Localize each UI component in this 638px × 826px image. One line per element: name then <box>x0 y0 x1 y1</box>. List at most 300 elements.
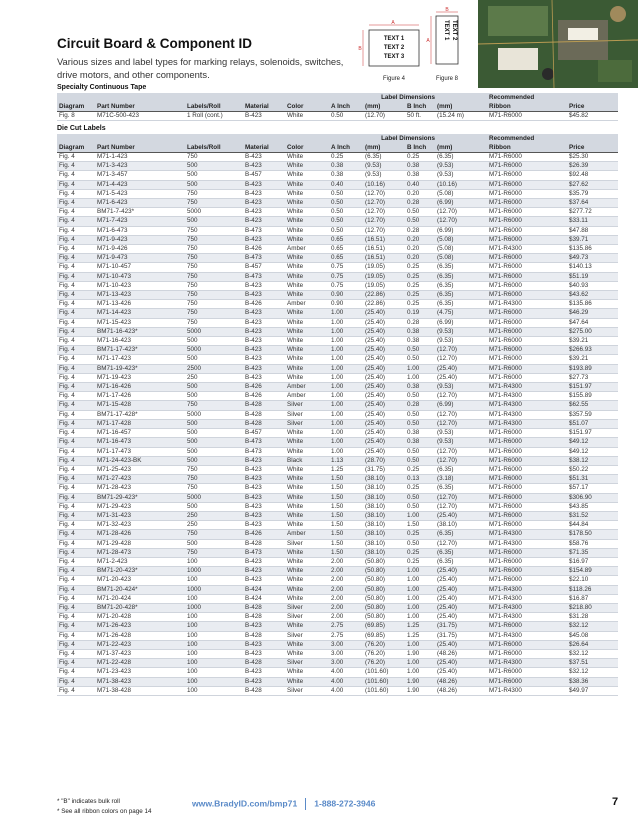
table-cell: 750 <box>185 300 243 309</box>
table-cell: $47.88 <box>567 226 618 235</box>
table-cell: $51.07 <box>567 419 618 428</box>
table-cell: M71-R6000 <box>487 438 567 447</box>
table-cell: $32.12 <box>567 649 618 658</box>
table-cell: 1.13 <box>329 456 363 465</box>
table-cell: 1.00 <box>405 511 435 520</box>
table-cell: 1.50 <box>329 548 363 557</box>
table-cell: (6.35) <box>363 153 405 162</box>
table-cell: M71-R6000 <box>487 327 567 336</box>
table-cell: Fig. 4 <box>57 263 95 272</box>
table-row <box>57 493 618 502</box>
table-cell: 1.50 <box>329 521 363 530</box>
table-row <box>57 217 618 226</box>
table-cell: M71-R4300 <box>487 686 567 695</box>
table-cell: M71-R6000 <box>487 291 567 300</box>
table-cell: White <box>285 511 329 520</box>
table-cell: $218.80 <box>567 603 618 612</box>
table-cell: M71-R4300 <box>487 530 567 539</box>
table-cell: 750 <box>185 291 243 300</box>
table-cell: (12.70) <box>435 502 487 511</box>
table-cell: 1.00 <box>329 447 363 456</box>
table-cell: (6.35) <box>435 263 487 272</box>
table-cell: $27.62 <box>567 180 618 189</box>
table-cell: 2.00 <box>329 557 363 566</box>
table-cell: 0.65 <box>329 235 363 244</box>
table-cell: (25.40) <box>435 364 487 373</box>
table-cell: (25.40) <box>363 383 405 392</box>
table-cell: B-423 <box>243 180 285 189</box>
table-cell: M71-20-428 <box>95 613 185 622</box>
table-cell: 0.38 <box>405 438 435 447</box>
table-cell: M71-R6000 <box>487 112 567 121</box>
table-cell: Fig. 4 <box>57 355 95 364</box>
table-cell: (10.16) <box>435 180 487 189</box>
table-cell: 0.38 <box>405 171 435 180</box>
table-cell: $266.93 <box>567 346 618 355</box>
table-cell: M71-R6000 <box>487 456 567 465</box>
table-cell: 750 <box>185 401 243 410</box>
table-cell: (38.10) <box>363 502 405 511</box>
table-cell: B-457 <box>243 263 285 272</box>
table-cell: (31.75) <box>363 465 405 474</box>
table-cell: (25.40) <box>363 429 405 438</box>
table-cell: (12.70) <box>363 112 405 121</box>
table-cell: (25.40) <box>435 585 487 594</box>
page-footer <box>192 798 375 810</box>
table-cell: $49.73 <box>567 254 618 263</box>
table-cell: 250 <box>185 373 243 382</box>
table-cell: White <box>285 346 329 355</box>
table-cell: (9.53) <box>435 162 487 171</box>
table-cell: M71-R6000 <box>487 548 567 557</box>
table-cell: White <box>285 521 329 530</box>
table-cell: 1.50 <box>329 484 363 493</box>
table-cell: $45.08 <box>567 631 618 640</box>
table-cell: (38.10) <box>435 521 487 530</box>
footnote-bulk-roll: * "B" indicates bulk roll <box>57 798 120 805</box>
table-cell: (6.35) <box>435 153 487 162</box>
table-row <box>57 309 618 318</box>
table-cell: (25.40) <box>363 419 405 428</box>
table-cell: Silver <box>285 603 329 612</box>
table-cell: B-428 <box>243 613 285 622</box>
table-cell: (6.35) <box>435 557 487 566</box>
table-cell: (28.70) <box>363 456 405 465</box>
table-cell: (50.80) <box>363 557 405 566</box>
column-header: Price <box>567 143 618 153</box>
table-cell: 1.00 <box>405 364 435 373</box>
table-cell: 750 <box>185 263 243 272</box>
table-cell: M71-13-423 <box>95 291 185 300</box>
table-row <box>57 567 618 576</box>
table-cell: $31.28 <box>567 613 618 622</box>
table-cell: M71-R4300 <box>487 603 567 612</box>
table-row <box>57 327 618 336</box>
table-cell: M71-29-423 <box>95 502 185 511</box>
table-cell: (25.40) <box>363 327 405 336</box>
table-cell: 0.19 <box>405 309 435 318</box>
table-cell: (25.40) <box>435 613 487 622</box>
table-cell: 0.25 <box>405 153 435 162</box>
table-cell: 0.50 <box>405 217 435 226</box>
table-cell: 4.00 <box>329 668 363 677</box>
table-cell: M71-28-473 <box>95 548 185 557</box>
table-cell: M71-16-426 <box>95 383 185 392</box>
table-cell: M71-17-426 <box>95 392 185 401</box>
table-row <box>57 112 618 121</box>
table-cell: M71-R6000 <box>487 502 567 511</box>
page-title: Circuit Board & Component ID <box>57 36 252 51</box>
table-cell: (25.40) <box>435 567 487 576</box>
table-cell: M71-R4300 <box>487 300 567 309</box>
table-cell: 0.50 <box>405 502 435 511</box>
table-cell: White <box>285 162 329 171</box>
table-cell: $33.11 <box>567 217 618 226</box>
table-cell: White <box>285 199 329 208</box>
table-cell: M71-10-473 <box>95 272 185 281</box>
table-cell: 0.50 <box>329 226 363 235</box>
table-row <box>57 484 618 493</box>
table-cell: (38.10) <box>363 521 405 530</box>
table-cell: B-423 <box>243 640 285 649</box>
table-cell: (25.40) <box>435 603 487 612</box>
table-cell: White <box>285 226 329 235</box>
table-cell: 100 <box>185 622 243 631</box>
table-cell: 0.40 <box>329 180 363 189</box>
table-cell: (25.40) <box>363 401 405 410</box>
table-cell: B-473 <box>243 548 285 557</box>
table-cell: White <box>285 429 329 438</box>
table-cell: (6.35) <box>435 548 487 557</box>
table-cell: (31.75) <box>435 631 487 640</box>
table-cell: 500 <box>185 162 243 171</box>
table-cell: (25.40) <box>363 438 405 447</box>
table-cell: Fig. 4 <box>57 677 95 686</box>
table-row <box>57 162 618 171</box>
table-cell: BM71-20-424* <box>95 585 185 594</box>
table-cell: M71-R4300 <box>487 392 567 401</box>
table-cell: M71-R6000 <box>487 475 567 484</box>
table-cell: M71-9-426 <box>95 245 185 254</box>
table-cell: $25.30 <box>567 153 618 162</box>
table-cell: $38.12 <box>567 456 618 465</box>
table-cell: (38.10) <box>363 475 405 484</box>
table-cell: 0.90 <box>329 291 363 300</box>
table-cell: M71-4-423 <box>95 180 185 189</box>
column-header: Ribbon <box>487 102 567 112</box>
column-header: B Inch <box>405 143 435 153</box>
table-cell: M71-22-423 <box>95 640 185 649</box>
table-cell: $39.21 <box>567 355 618 364</box>
table-cell: White <box>285 153 329 162</box>
table-row <box>57 511 618 520</box>
table-cell: 3.00 <box>329 640 363 649</box>
table-cell: 0.28 <box>405 226 435 235</box>
table-cell: B-428 <box>243 686 285 695</box>
fig4-dim-a: A <box>391 20 395 26</box>
table-cell: M71-R6000 <box>487 484 567 493</box>
table-cell: 0.75 <box>329 272 363 281</box>
table-cell: Black <box>285 456 329 465</box>
table-cell: 0.50 <box>405 208 435 217</box>
table-cell: (9.53) <box>363 171 405 180</box>
table-cell: (16.51) <box>363 254 405 263</box>
column-header: Price <box>567 102 618 112</box>
table-cell: 0.38 <box>405 162 435 171</box>
table-cell: B-423 <box>243 291 285 300</box>
table-cell: M71-R6000 <box>487 567 567 576</box>
table-cell: M71-R6000 <box>487 511 567 520</box>
table-cell: $92.48 <box>567 171 618 180</box>
table-row <box>57 465 618 474</box>
table-cell: 1 Roll (cont.) <box>185 112 243 121</box>
column-header: Part Number <box>95 102 185 112</box>
table-cell: 1.00 <box>405 640 435 649</box>
table-cell: $51.19 <box>567 272 618 281</box>
table-cell: $178.50 <box>567 530 618 539</box>
table-cell: 2.00 <box>329 594 363 603</box>
table-cell: 1.50 <box>329 511 363 520</box>
table-cell: B-423 <box>243 112 285 121</box>
table-cell: (31.75) <box>435 622 487 631</box>
table-cell: (25.40) <box>435 659 487 668</box>
column-header: Ribbon <box>487 143 567 153</box>
table-cell: White <box>285 493 329 502</box>
table-cell: (6.99) <box>435 318 487 327</box>
table-cell: 0.90 <box>329 300 363 309</box>
table-cell: White <box>285 112 329 121</box>
table-cell: (6.99) <box>435 401 487 410</box>
table-cell: M71-6-423 <box>95 199 185 208</box>
table-cell: White <box>285 254 329 263</box>
table-cell: (22.86) <box>363 300 405 309</box>
table-cell: Fig. 4 <box>57 171 95 180</box>
table-cell: M71-27-423 <box>95 475 185 484</box>
table-cell: $39.21 <box>567 337 618 346</box>
table-cell: M71-24-423-BK <box>95 456 185 465</box>
table-cell: $49.97 <box>567 686 618 695</box>
table-cell: 0.25 <box>329 153 363 162</box>
table-cell: $155.89 <box>567 392 618 401</box>
table-cell: 2.75 <box>329 622 363 631</box>
table-cell: (9.53) <box>435 327 487 336</box>
table-cell: B-473 <box>243 226 285 235</box>
table-cell: 0.40 <box>405 180 435 189</box>
table-cell: M71-R6000 <box>487 226 567 235</box>
table-cell: (76.20) <box>363 640 405 649</box>
column-header: Labels/Roll <box>185 102 243 112</box>
table-cell: 1.90 <box>405 677 435 686</box>
table-cell: B-423 <box>243 318 285 327</box>
table-cell: $275.00 <box>567 327 618 336</box>
table-cell: White <box>285 447 329 456</box>
table-cell: B-423 <box>243 309 285 318</box>
table-cell: 0.50 <box>405 456 435 465</box>
table-cell: M71-R6000 <box>487 318 567 327</box>
table-cell: M71-31-423 <box>95 511 185 520</box>
group-label-dimensions: Label Dimensions <box>329 134 487 143</box>
table-cell: (19.05) <box>363 281 405 290</box>
table-cell: B-423 <box>243 189 285 198</box>
table-cell: M71-20-424 <box>95 594 185 603</box>
table-cell: M71-3-457 <box>95 171 185 180</box>
table-cell: 1.90 <box>405 649 435 658</box>
table-cell: 1.00 <box>329 364 363 373</box>
table-cell: $26.64 <box>567 640 618 649</box>
table-cell: B-423 <box>243 557 285 566</box>
table-cell: 500 <box>185 392 243 401</box>
table-cell: 0.28 <box>405 401 435 410</box>
table-cell: (38.10) <box>363 511 405 520</box>
table-row <box>57 281 618 290</box>
table-cell: Amber <box>285 392 329 401</box>
table-cell: 2.00 <box>329 567 363 576</box>
table-cell: M71-R6000 <box>487 162 567 171</box>
table-cell: 1.50 <box>329 493 363 502</box>
table-cell: B-426 <box>243 530 285 539</box>
table-cell: 0.25 <box>405 300 435 309</box>
table-cell: (6.35) <box>435 300 487 309</box>
table-cell: 1.00 <box>405 585 435 594</box>
table-cell: 100 <box>185 631 243 640</box>
table-cell: (6.35) <box>435 291 487 300</box>
table-cell: M71-R4300 <box>487 410 567 419</box>
table-cell: 1.90 <box>405 686 435 695</box>
table-row <box>57 585 618 594</box>
table-cell: (38.10) <box>363 484 405 493</box>
section-title-die-cut-labels: Die Cut Labels <box>57 125 106 132</box>
table-cell: M71-R4300 <box>487 594 567 603</box>
table-row <box>57 291 618 300</box>
table-cell: M71-R6000 <box>487 235 567 244</box>
group-recommended: Recommended <box>487 93 618 102</box>
table-cell: M71-R6000 <box>487 493 567 502</box>
table-cell: 1.00 <box>329 419 363 428</box>
table-row <box>57 530 618 539</box>
table-cell: Fig. 4 <box>57 622 95 631</box>
footer-url-link[interactable]: www.BradyID.com/bmp71 <box>192 798 298 809</box>
table-row <box>57 153 618 162</box>
table-cell: M71-R6000 <box>487 677 567 686</box>
table-cell: 1.00 <box>405 576 435 585</box>
table-row <box>57 603 618 612</box>
column-header: Color <box>285 143 329 153</box>
table-cell: 1.25 <box>405 622 435 631</box>
table-cell: (12.70) <box>435 217 487 226</box>
table-row <box>57 410 618 419</box>
table-row <box>57 383 618 392</box>
column-header: Labels/Roll <box>185 143 243 153</box>
table-cell: 500 <box>185 337 243 346</box>
column-header: A Inch <box>329 143 363 153</box>
table-cell: 1.00 <box>329 327 363 336</box>
table-cell: 1.00 <box>329 309 363 318</box>
table-cell: (25.40) <box>363 318 405 327</box>
table-cell: M71-R6000 <box>487 254 567 263</box>
table-cell: White <box>285 548 329 557</box>
table-cell: (5.08) <box>435 235 487 244</box>
table-cell: Fig. 4 <box>57 530 95 539</box>
table-cell: (50.80) <box>363 567 405 576</box>
table-cell: 1.50 <box>329 502 363 511</box>
table-cell: (76.20) <box>363 649 405 658</box>
table-cell: (101.60) <box>363 686 405 695</box>
table-cell: (50.80) <box>363 585 405 594</box>
table-cell: B-423 <box>243 567 285 576</box>
table-cell: 1.25 <box>329 465 363 474</box>
table-cell: White <box>285 355 329 364</box>
table-cell: M71-R6000 <box>487 208 567 217</box>
table-row <box>57 189 618 198</box>
table-cell: M71-32-423 <box>95 521 185 530</box>
table-row <box>57 677 618 686</box>
table-cell: $62.55 <box>567 401 618 410</box>
footer-divider <box>305 798 306 810</box>
table-cell: (10.16) <box>363 180 405 189</box>
table-cell: 3.00 <box>329 659 363 668</box>
table-cell: M71-R4300 <box>487 585 567 594</box>
table-cell: 1.00 <box>329 337 363 346</box>
column-header: (mm) <box>363 143 405 153</box>
table-cell: M71-R4300 <box>487 245 567 254</box>
table-cell: 2.00 <box>329 585 363 594</box>
table-cell: 1.00 <box>329 383 363 392</box>
table-cell: $22.10 <box>567 576 618 585</box>
column-header: Diagram <box>57 102 95 112</box>
table-cell: White <box>285 327 329 336</box>
fig8-text-1: TEXT 1 <box>443 20 449 41</box>
table-cell: BM71-7-423* <box>95 208 185 217</box>
table-cell: 0.25 <box>405 484 435 493</box>
table-cell: Fig. 4 <box>57 272 95 281</box>
table-cell: White <box>285 208 329 217</box>
table-cell: White <box>285 272 329 281</box>
table-cell: 1.00 <box>329 355 363 364</box>
table-cell: 1.00 <box>329 373 363 382</box>
table-cell: (6.35) <box>435 484 487 493</box>
table-cell: 5000 <box>185 410 243 419</box>
table-cell: $151.97 <box>567 429 618 438</box>
table-cell: (19.05) <box>363 272 405 281</box>
table-cell: Fig. 4 <box>57 300 95 309</box>
table-cell: (9.53) <box>435 429 487 438</box>
table-row <box>57 631 618 640</box>
table-cell: (5.08) <box>435 245 487 254</box>
table-cell: White <box>285 585 329 594</box>
table-cell: M71-28-426 <box>95 530 185 539</box>
table-cell: BM71-19-423* <box>95 364 185 373</box>
table-cell: B-428 <box>243 603 285 612</box>
table-cell: Fig. 4 <box>57 281 95 290</box>
table-cell: (12.70) <box>363 189 405 198</box>
table-cell: (25.40) <box>363 337 405 346</box>
table-cell: $49.12 <box>567 447 618 456</box>
table-cell: White <box>285 484 329 493</box>
table-row <box>57 263 618 272</box>
table-cell: B-426 <box>243 392 285 401</box>
table-cell: M71-R6000 <box>487 153 567 162</box>
table-cell: (5.08) <box>435 254 487 263</box>
table-cell: $37.64 <box>567 199 618 208</box>
table-header-row <box>57 143 618 153</box>
table-cell: White <box>285 217 329 226</box>
table-row <box>57 419 618 428</box>
table-cell: Amber <box>285 300 329 309</box>
table-row <box>57 180 618 189</box>
table-cell: Fig. 4 <box>57 162 95 171</box>
table-cell: (12.70) <box>435 346 487 355</box>
figure-8-diagram <box>418 4 474 84</box>
